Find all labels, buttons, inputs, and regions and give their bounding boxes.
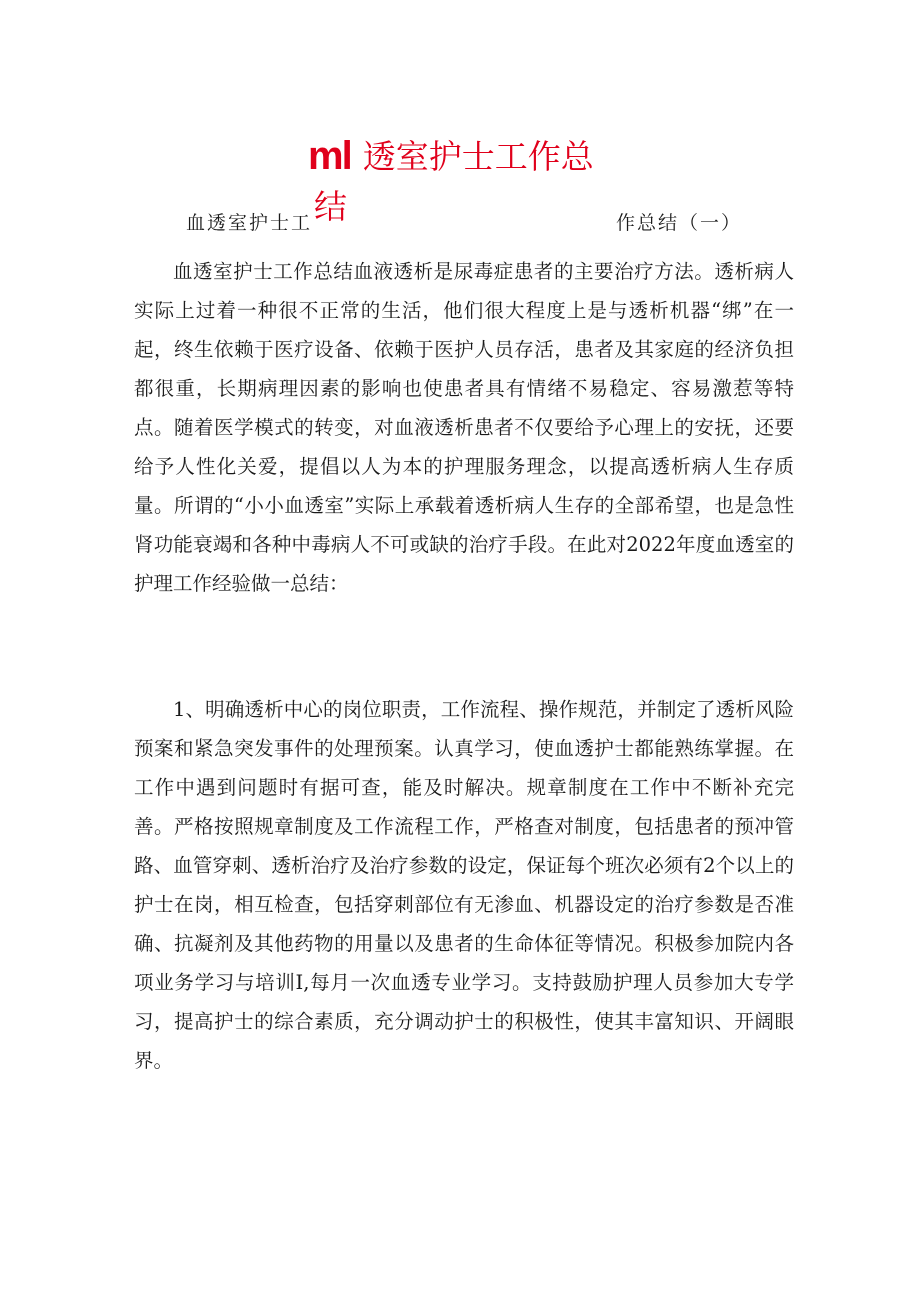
- document-title: [308, 130, 594, 182]
- subtitle-right: 作总结（一）: [616, 212, 743, 234]
- subtitle-left: 血透室护士工: [186, 212, 313, 234]
- paragraph-item-1: 1、明确透析中心的岗位职责，工作流程、操作规范，并制定了透析风险预案和紧急突发事件的处理预案。认真学习，使血透护士都能熟练掌握。在工作中遇到问题时有据可查，能及时解决。规章制度在工作中不断补充完善。严格按照规章制度及工作流程工作，严格查对制度，包括患者的预冲管路、血管穿刺、透析治疗及治疗参数的设定，保证每个班次必须有2个以上的护士在岗，相互检查，包括穿刺部位有无渗血、机器设定的治疗参数是否准确、抗凝剂及其他药物的用量以及患者的生命体征等情况。积极参加院内各项业务学习与培训I,每月一次血透专业学习。支持鼓励护理人员参加大专学习，提高护士的综合素质，充分调动护士的积极性，使其丰富知识、开阔眼界。: [134, 698, 794, 1072]
- title-text-line1: 透室护士工作总: [362, 136, 594, 176]
- title-logo-mark: ml: [308, 134, 351, 178]
- paragraph-intro: 血透室护士工作总结血液透析是尿毒症患者的主要治疗方法。透析病人实际上过着一种很不正常的生活，他们很大程度上是与透析机器“绑”在一起，终生依赖于医疗设备、依赖于医护人员存活，患者及其家庭的经济负担都很重，长期病理因素的影响也使患者具有情绪不易稳定、容易激惹等特点。随着医学模式的转变，对血液透析患者不仅要给予心理上的安抚，还要给予人性化关爱，提倡以人为本的护理服务理念，以提高透析病人生存质量。所谓的“小小血透室”实际上承载着透析病人生存的全部希望，也是急性肾功能衰竭和各种中毒病人不可或缺的治疗手段。在此对2022年度血透室的护理工作经验做一总结：: [134, 260, 794, 595]
- title-text-line2: 结: [314, 187, 347, 226]
